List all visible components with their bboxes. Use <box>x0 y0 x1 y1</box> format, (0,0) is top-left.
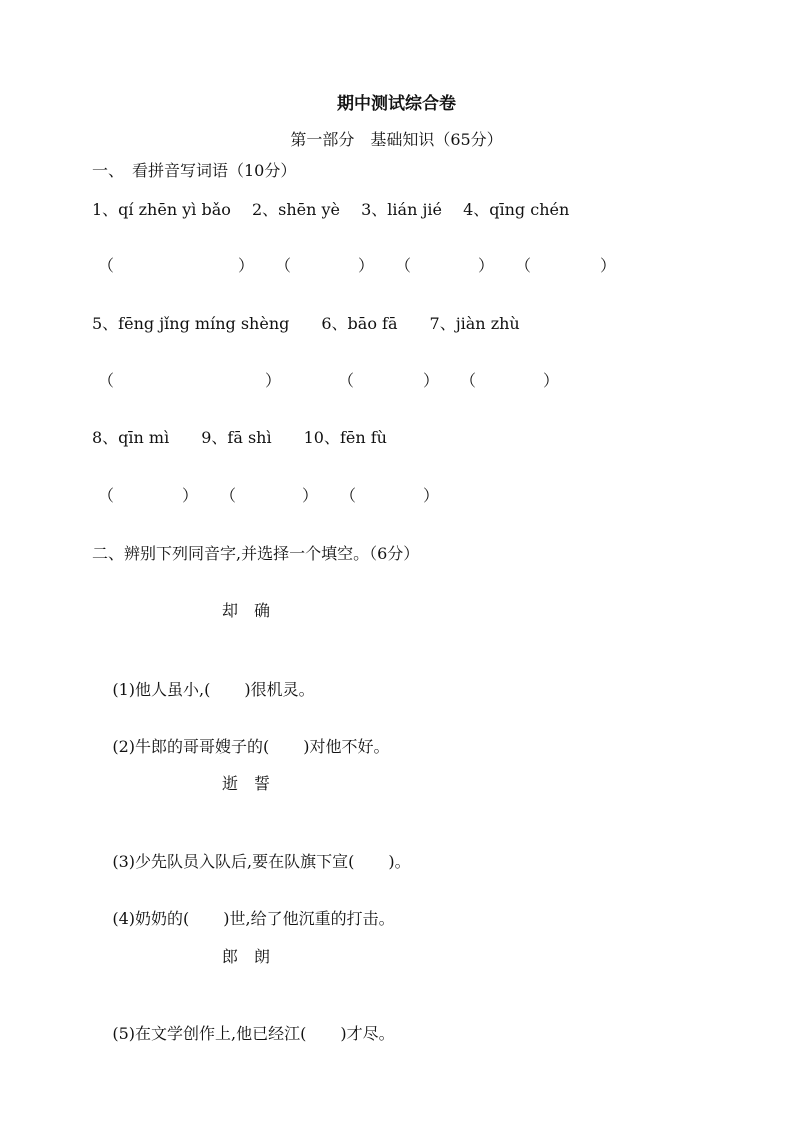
answer-open-bracket: （ <box>98 256 115 275</box>
part-title: 第一部分 基础知识（65分） <box>290 130 503 149</box>
question-5-end: )才尽。 <box>340 1024 395 1043</box>
section1-heading: 一、 看拼音写词语（10分） <box>92 161 297 180</box>
question-2 <box>92 717 390 777</box>
answer-row-1 <box>0 256 793 276</box>
answer-open-bracket: （ <box>220 486 237 505</box>
answer-open-bracket: （ <box>275 256 292 275</box>
question-4-start: (4)奶奶的( <box>112 909 190 928</box>
answer-close-bracket: ） <box>423 371 440 390</box>
answer-open-bracket: （ <box>515 256 532 275</box>
homophone-pair-3: 郎 朗 <box>222 947 271 966</box>
question-5-start: (5)在文学创作上,他已经江( <box>112 1024 307 1043</box>
question-2-start: (2)牛郎的哥哥嫂子的( <box>112 737 270 756</box>
answer-close-bracket: ） <box>358 256 375 275</box>
answer-open-bracket: （ <box>340 486 357 505</box>
homophone-pair-1: 却 确 <box>222 601 271 620</box>
question-4-end: )世,给了他沉重的打击。 <box>223 909 395 928</box>
answer-close-bracket: ） <box>543 371 560 390</box>
question-1 <box>92 660 315 720</box>
answer-open-bracket: （ <box>395 256 412 275</box>
question-3 <box>92 832 411 892</box>
answer-close-bracket: ） <box>600 256 617 275</box>
answer-close-bracket: ） <box>302 486 319 505</box>
pinyin-row-3: 8、qīn mì 9、fā shì 10、fēn fù <box>92 428 387 447</box>
question-2-end: )对他不好。 <box>303 737 390 756</box>
answer-open-bracket: （ <box>98 371 115 390</box>
pinyin-row-2: 5、fēng jǐng míng shèng 6、bāo fā 7、jiàn zhù <box>92 314 520 333</box>
answer-open-bracket: （ <box>460 371 477 390</box>
answer-row-2 <box>0 371 793 391</box>
answer-close-bracket: ） <box>265 371 282 390</box>
question-4 <box>92 889 395 949</box>
question-5 <box>92 1004 395 1064</box>
exam-title: 期中测试综合卷 <box>337 94 456 114</box>
answer-open-bracket: （ <box>338 371 355 390</box>
section2-heading: 二、辨别下列同音字,并选择一个填空。（6分） <box>92 544 420 563</box>
answer-row-3 <box>0 486 793 506</box>
answer-close-bracket: ） <box>423 486 440 505</box>
homophone-pair-2: 逝 誓 <box>222 774 271 793</box>
question-3-end: )。 <box>388 852 411 871</box>
answer-close-bracket: ） <box>238 256 255 275</box>
question-1-end: )很机灵。 <box>244 680 315 699</box>
question-3-start: (3)少先队员入队后,要在队旗下宣( <box>112 852 355 871</box>
answer-open-bracket: （ <box>98 486 115 505</box>
answer-close-bracket: ） <box>478 256 495 275</box>
pinyin-row-1: 1、qí zhēn yì bǎo 2、shēn yè 3、lián jié 4、qīng chén <box>92 200 570 219</box>
answer-close-bracket: ） <box>182 486 199 505</box>
question-1-start: (1)他人虽小,( <box>112 680 211 699</box>
